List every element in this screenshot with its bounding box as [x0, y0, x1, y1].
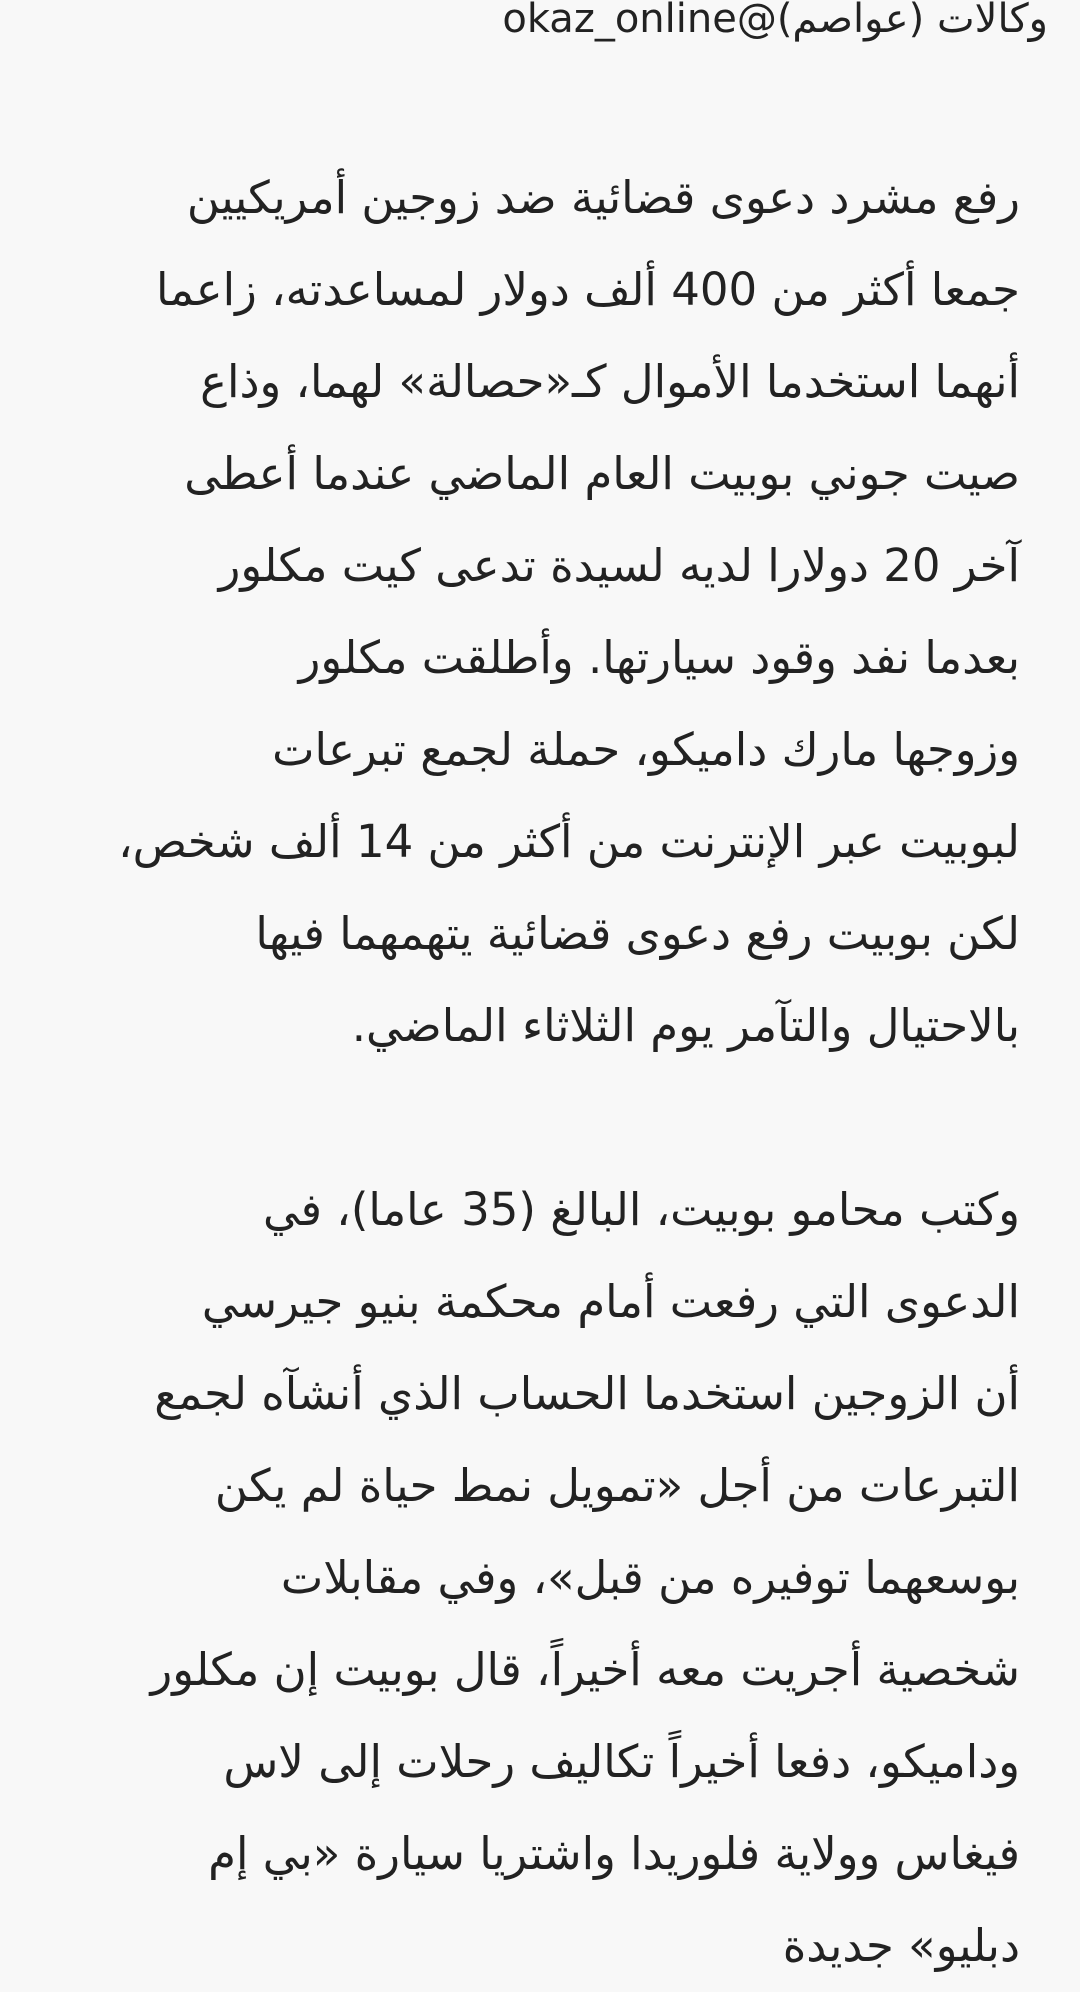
paragraph-line: أنهما استخدما الأموال كـ«حصالة» لهما، وذاع [200, 355, 1020, 408]
article-paragraph-2 [60, 1164, 1020, 1992]
paragraph-line: بوسعهما توفيره من قبل»، وفي مقابلات [280, 1551, 1020, 1604]
paragraph-line: وزوجها مارك داميكو، حملة لجمع تبرعات [272, 723, 1020, 776]
article-paragraph-1 [60, 152, 1020, 1072]
paragraph-line: الدعوى التي رفعت أمام محكمة بنيو جيرسي [201, 1275, 1020, 1328]
paragraph-spacer [60, 1072, 1020, 1164]
paragraph-line: فيغاس وولاية فلوريدا واشتريا سيارة «بي إم [208, 1827, 1020, 1880]
paragraph-line: آخر 20 دولارا لديه لسيدة تدعى كيت مكلور [218, 539, 1020, 592]
article-byline: وكالات (عواصم)@okaz_online [502, 0, 1048, 42]
article-body [60, 152, 1020, 1992]
paragraph-line: أن الزوجين استخدما الحساب الذي أنشآه لجمع [154, 1367, 1020, 1420]
paragraph-line: دبليو» جديدة [782, 1919, 1020, 1972]
paragraph-line: وداميكو، دفعا أخيراً تكاليف رحلات إلى لاس [223, 1735, 1020, 1788]
paragraph-line: لكن بوبيت رفع دعوى قضائية يتهمهما فيها [255, 907, 1020, 960]
paragraph-line: صيت جوني بوبيت العام الماضي عندما أعطى [184, 447, 1020, 500]
paragraph-line: رفع مشرد دعوى قضائية ضد زوجين أمريكيين [186, 171, 1020, 224]
paragraph-line: جمعا أكثر من 400 ألف دولار لمساعدته، زاعما [156, 263, 1020, 316]
paragraph-line: التبرعات من أجل «تمويل نمط حياة لم يكن [214, 1459, 1020, 1512]
paragraph-line: بالاحتيال والتآمر يوم الثلاثاء الماضي. [351, 999, 1020, 1052]
paragraph-line: شخصية أجريت معه أخيراً، قال بوبيت إن مكلور [150, 1643, 1020, 1696]
paragraph-line: وكتب محامو بوبيت، البالغ (35 عاما)، في [262, 1183, 1020, 1236]
paragraph-line: بعدما نفد وقود سيارتها. وأطلقت مكلور [298, 631, 1020, 684]
paragraph-line: لبوبيت عبر الإنترنت من أكثر من 14 ألف شخص، [118, 815, 1020, 868]
